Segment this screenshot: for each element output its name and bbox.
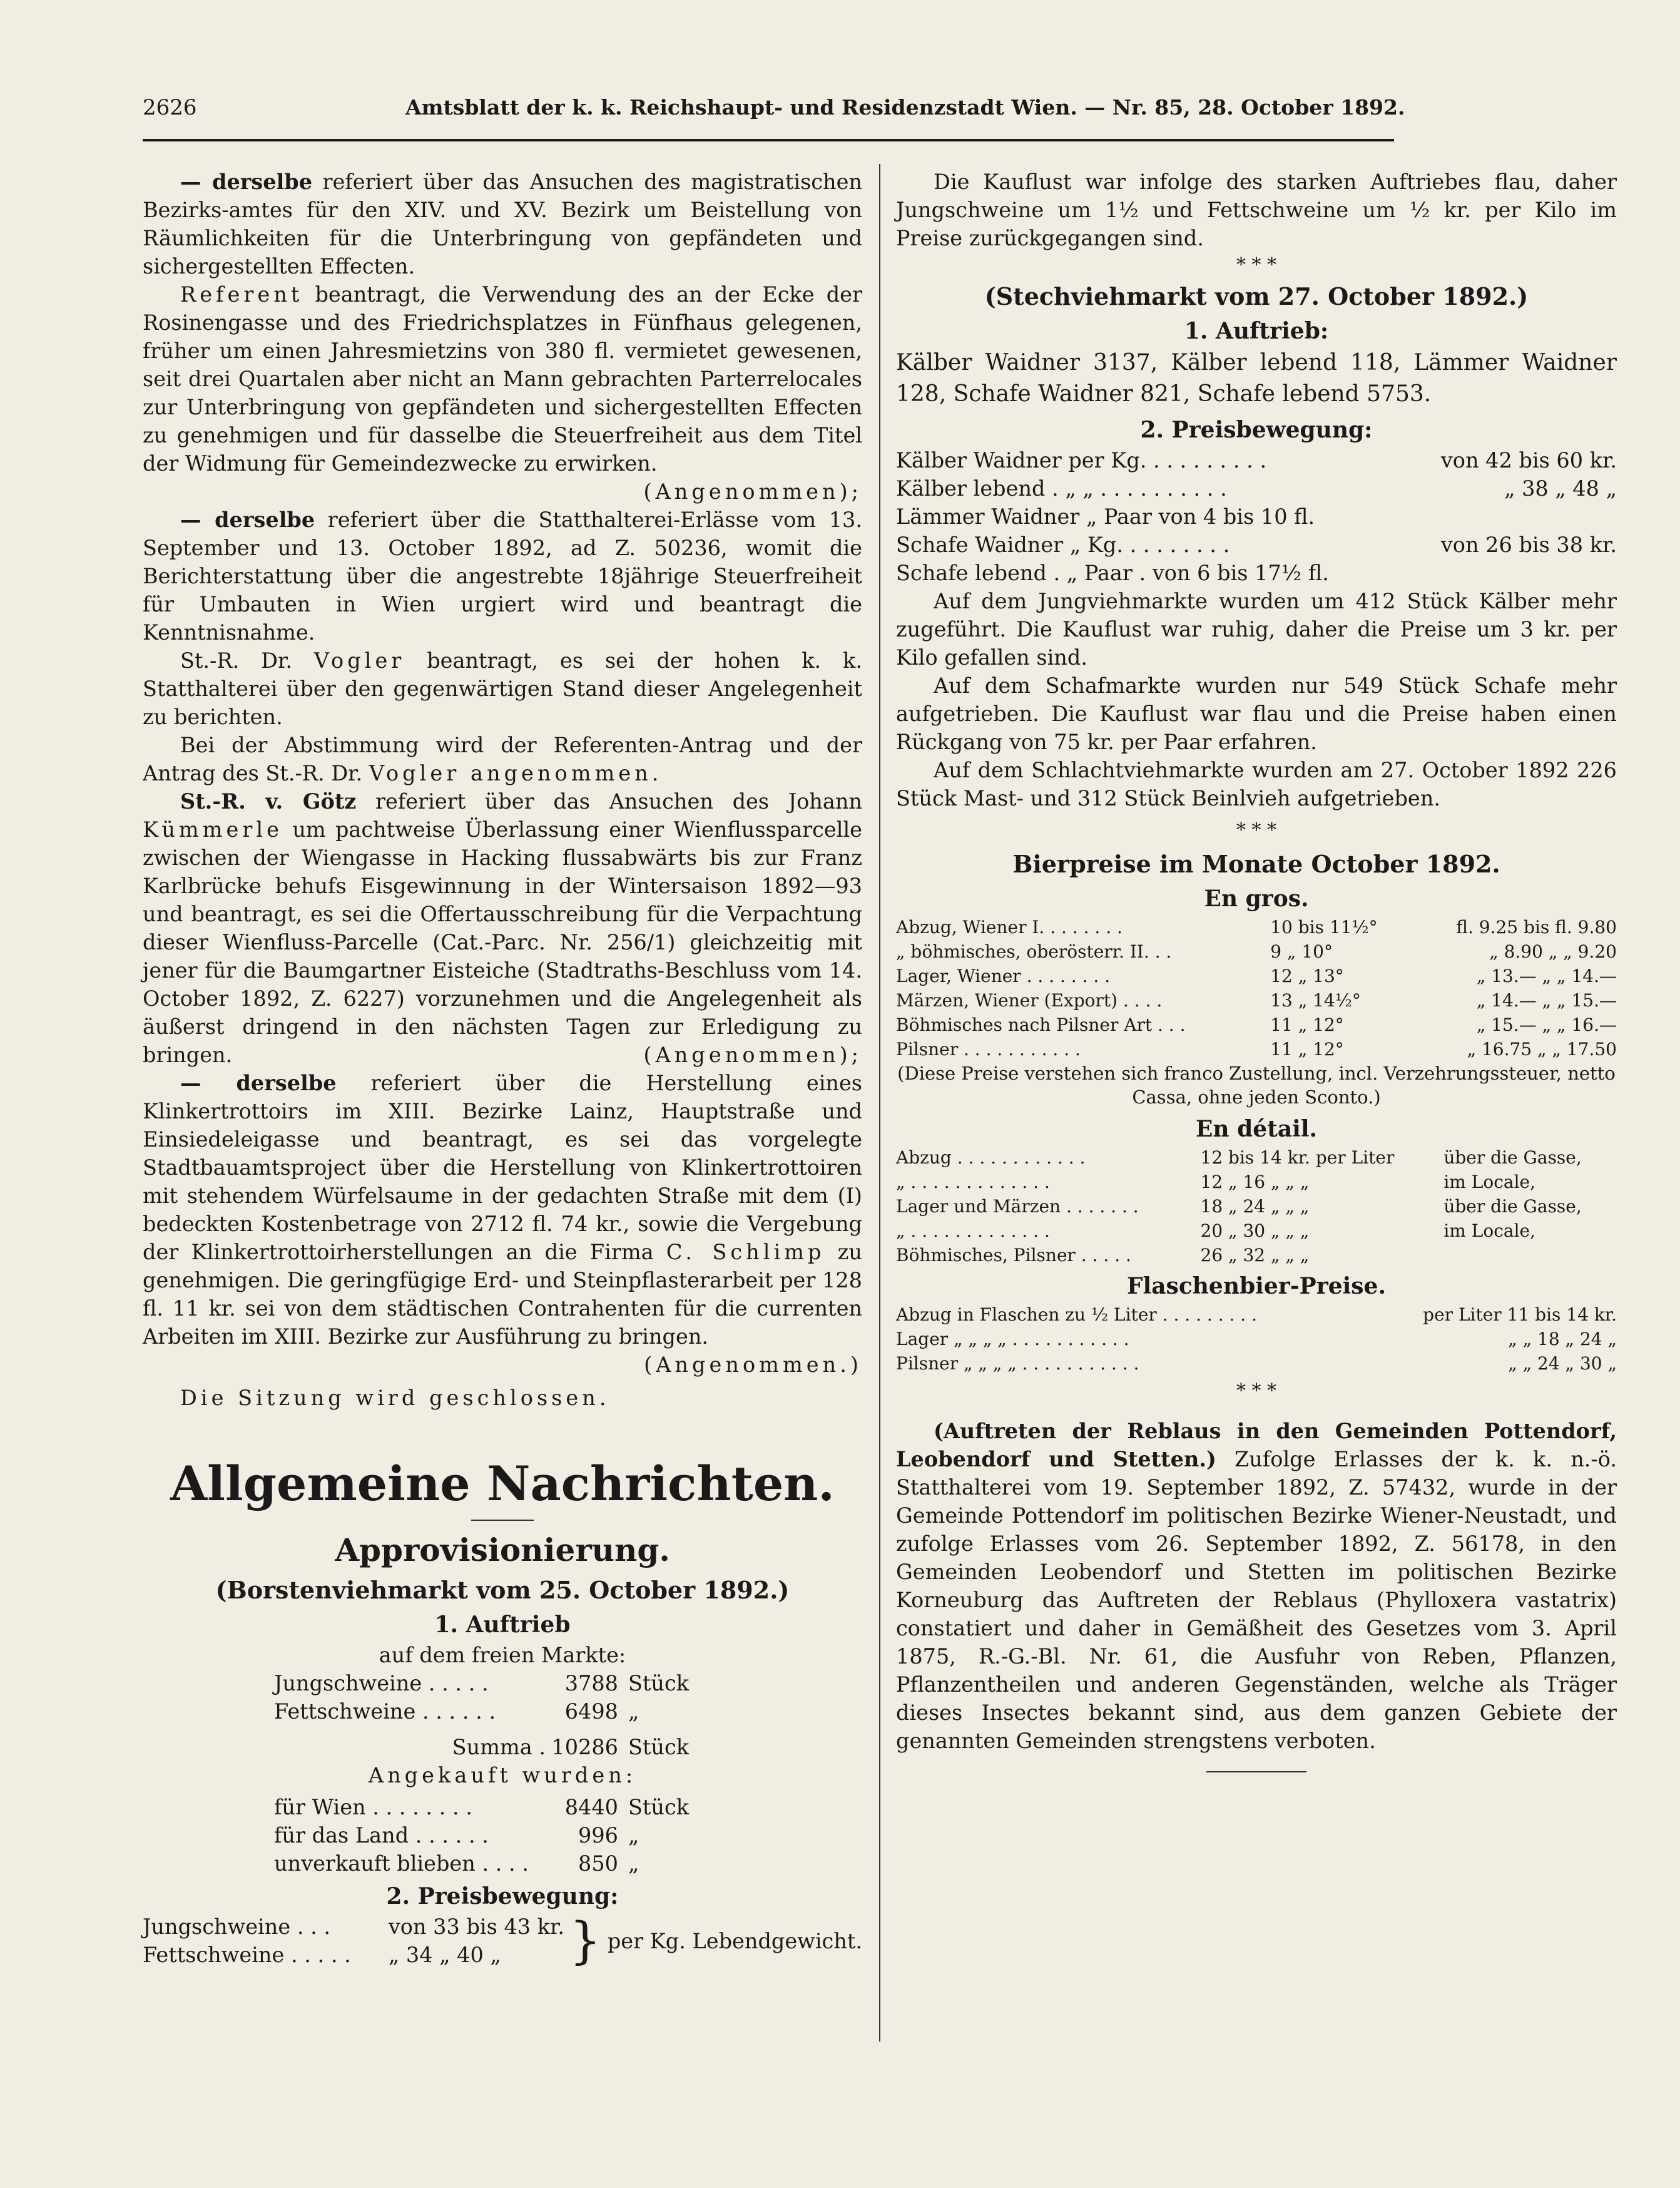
table-row: Jungschweine . . . . . 3788 Stück xyxy=(274,1671,690,1695)
table-row: für Wien . . . . . . . . 8440 Stück xyxy=(274,1795,690,1819)
heading-approvisionierung: Approvisionierung. xyxy=(335,1531,670,1568)
table-row: Summa . 10286 Stück xyxy=(452,1735,690,1759)
sub-heading-market: auf dem freien Markte: xyxy=(379,1643,626,1667)
table-row: Lämmer Waidner „ Paar von 4 bis 10 fl. xyxy=(896,504,1315,529)
heading-en-detail: En détail. xyxy=(1195,1116,1318,1142)
paragraph-referent: Referent beantragt, die Verwendung des an der Ecke der Rosinengasse und des Friedrichsplatzes in Fünfhaus gelegenen, früher um einen Jahresmietzins von 380 fl. vermietet gewesenen, seit drei Quartalen aber nicht an Mann gebrachten Parterrelocales zur Unterbringung von gepfändeten und sichergestellten Effecten zu genehmigen und für dasselbe die Steuerfreiheit aus dem Titel der Widmung für Gemeindezwecke zu erwirken. (Angenommen); xyxy=(143,282,862,504)
heading-preisbewegung: 2. Preisbewegung: xyxy=(386,1883,619,1909)
heading-preisbewegung-stech: 2. Preisbewegung: xyxy=(1140,417,1373,443)
heading-auftrieb: 1. Auftrieb xyxy=(434,1612,571,1638)
separator-stars: * * * xyxy=(1236,1380,1277,1402)
table-row: Lager und Märzen . . . . . . . 18 „ 24 „ „ „ über die Gasse, xyxy=(896,1196,1582,1217)
paragraph-reblaus: (Auftreten der Reblaus in den Gemeinden Pottendorf, Leobendorf und Stetten.) Zufolge Erlasses der k. k. n.-ö. Statthalterei vom 19. September 1892, Z. 57432, wurde in der Gemeinde Pottendorf im politischen Bezirke Wiener-Neustadt, und zufolge Erlasses vom 26. September 1892, Z. 56178, in den Gemeinden Leobendorf und Stetten im politischen Bezirke Korneuburg das Auftreten der Reblaus (Phylloxera vastatrix) constatiert und daher in Gemäßheit des Gesetzes vom 3. April 1875, R.-G.-Bl. Nr. 61, die Ausfuhr von Reben, Pflanzen, Pflanzentheilen und anderen Gegenständen, welche als Träger dieses Insectes bekannt sind, aus dem ganzen Gebiete der genannten Gemeinden strengstens verboten. xyxy=(896,1419,1617,1753)
table-row: für das Land . . . . . . 996 „ xyxy=(274,1823,639,1848)
paragraph-jungvieh: Auf dem Jungviehmarkte wurden um 412 Stück Kälber mehr zugeführt. Die Kauflust war ruhig, daher die Preise um 3 kr. per Kilo gefallen sind. xyxy=(896,589,1617,670)
paragraph-klinker: — derselbe referiert über die Herstellung eines Klinkertrottoirs im XIII. Bezirke Lainz, Hauptstraße und Einsiedeleigasse und beantragt, es sei das vorgelegte Stadtbauamtsproject über die Herstellung von Klinkertrottoiren mit stehendem Würfelsaume in der gedachten Straße mit dem (I) bedeckten Kostenbetrage von 2712 fl. 74 kr., sowie die Vergebung der Klinkertrottoirherstellungen an die Firma C. Schlimp zu genehmigen. Die geringfügige Erd- und Steinpflasterarbeit per 128 fl. 11 kr. sei von dem städtischen Contrahenten für die currenten Arbeiten im XIII. Bezirke zur Ausführung zu bringen. xyxy=(143,1071,862,1349)
heading-auftrieb-stech: 1. Auftrieb: xyxy=(1184,318,1329,344)
paragraph-schafmarkt: Auf dem Schafmarkte wurden nur 549 Stück Schafe mehr aufgetrieben. Die Kauflust war flau und die Preise haben einen Rückgang von 75 kr. per Paar erfahren. xyxy=(896,673,1617,754)
section-title: Allgemeine Nachrichten. xyxy=(170,1456,835,1511)
column-divider xyxy=(879,164,880,2042)
header-rule xyxy=(143,139,1394,141)
end-rule xyxy=(1206,1771,1306,1772)
paragraph-auftrieb-stech: Kälber Waidner 3137, Kälber lebend 118, Lämmer Waidner 128, Schafe Waidner 821, Schafe lebend 5753. xyxy=(896,350,1617,407)
table-row: „ . . . . . . . . . . . . . 12 „ 16 „ „ „ im Locale, xyxy=(896,1172,1536,1192)
paragraph-schlachtvieh: Auf dem Schlachtviehmarkte wurden am 27. October 1892 226 Stück Mast- und 312 Stück Beinlvieh aufgetrieben. xyxy=(896,758,1617,810)
stech-preis-table xyxy=(896,446,1617,587)
preis-table xyxy=(143,1913,862,1969)
angekauft-table xyxy=(274,1793,689,1878)
heading-en-gros: En gros. xyxy=(1204,886,1309,912)
table-row: Abzug . . . . . . . . . . . . 12 bis 14 kr. per Liter über die Gasse, xyxy=(896,1147,1582,1168)
verdict-angenommen: (Angenommen.) xyxy=(644,1352,862,1377)
detail-table xyxy=(896,1145,1617,1267)
heading-borstenviehmarkt: (Borstenviehmarkt vom 25. October 1892.) xyxy=(215,1576,790,1604)
table-row: Abzug, Wiener I. . . . . . . . 10 bis 11½° fl. 9.25 bis fl. 9.80 xyxy=(896,917,1617,938)
paragraph-bezirksamt: — derselbe referiert über das Ansuchen des magistratischen Bezirks-amtes für den XIV. und XV. Bezirk um Beistellung von Räumlichkeiten für die Unterbringung von gepfändeten und sichergestellten Effecten. xyxy=(143,170,862,279)
table-row: Lager, Wiener . . . . . . . . 12 „ 13° „ 13.— „ „ 14.— xyxy=(896,966,1617,986)
table-row: Jungschweine . . . von 33 bis 43 kr. } per Kg. Lebendgewicht. xyxy=(143,1911,862,1970)
table-row: Fettschweine . . . . . . 6498 „ xyxy=(274,1699,639,1724)
table-row: Abzug in Flaschen zu ½ Liter . . . . . . . . . per Liter 11 bis 14 kr. xyxy=(896,1304,1617,1325)
table-row: Böhmisches, Pilsner . . . . . 26 „ 32 „ „ „ xyxy=(896,1245,1310,1265)
heading-bierpreise: Bierpreise im Monate October 1892. xyxy=(1012,850,1500,878)
table-row: Märzen, Wiener (Export) . . . . 13 „ 14½° „ 14.— „ „ 15.— xyxy=(896,990,1617,1011)
session-closing: Die Sitzung wird geschlossen. xyxy=(180,1386,610,1410)
table-row: Kälber Waidner per Kg. . . . . . . . . . von 42 bis 60 kr. xyxy=(896,448,1617,473)
running-title: Amtsblatt der k. k. Reichshaupt- und Residenzstadt Wien. — Nr. 85, 28. October 1892. xyxy=(405,95,1405,120)
sub-heading-angekauft: Angekauft wurden: xyxy=(368,1763,637,1787)
heading-flaschenbier: Flaschenbier-Preise. xyxy=(1127,1273,1386,1299)
title-rule xyxy=(471,1520,534,1521)
left-column xyxy=(143,168,862,1969)
paragraph-goetz: St.-R. v. Götz referiert über das Ansuchen des Johann Kümmerle um pachtweise Überlassung einer Wienflussparcelle zwischen der Wiengasse in Hacking flussabwärts bis zur Franz Karlbrücke behufs Eisgewinnung in der Wintersaison 1892—93 und beantragt, es sei die Offertausschreibung für die Verpachtung dieser Wienfluss-Parcelle (Cat.-Parc. Nr. 256/1) gleichzeitig mit jener für die Baumgartner Eisteiche (Stadtraths-Beschluss vom 14. October 1892, Z. 6227) vorzunehmen und die Angelegenheit als äußerst dringend in den nächsten Tagen zur Erledigung zu bringen. (Angenommen); xyxy=(143,789,863,1067)
separator-stars: * * * xyxy=(1236,819,1277,841)
heading-stechviehmarkt: (Stechviehmarkt vom 27. October 1892.) xyxy=(984,282,1529,310)
table-row: „ böhmisches, oberösterr. II. . . 9 „ 10° „ 8.90 „ „ 9.20 xyxy=(896,941,1617,962)
auftrieb-table xyxy=(274,1669,689,1761)
table-row: Schafe Waidner „ Kg. . . . . . . . . von 26 bis 38 kr. xyxy=(896,533,1617,557)
table-row: Fettschweine . . . . . „ 34 „ 40 „ xyxy=(143,1943,501,1967)
table-row: Lager „ „ „ „ . . . . . . . . . . . „ „ 18 „ 24 „ xyxy=(896,1329,1617,1349)
table-row: Pilsner . . . . . . . . . . . 11 „ 12° „ 16.75 „ „ 17.50 xyxy=(896,1039,1617,1060)
paragraph-abstimmung: Bei der Abstimmung wird der Referenten-Antrag und der Antrag des St.-R. Dr. Vogler angenommen. xyxy=(143,733,862,785)
paragraph-vogler: St.-R. Dr. Vogler beantragt, es sei der hohen k. k. Statthalterei über den gegenwärtigen Stand dieser Angelegenheit zu berichten. xyxy=(143,648,863,729)
table-row: „ . . . . . . . . . . . . . 20 „ 30 „ „ „ im Locale, xyxy=(896,1220,1536,1241)
table-row: Böhmisches nach Pilsner Art . . . 11 „ 12° „ 15.— „ „ 16.— xyxy=(896,1015,1617,1035)
paragraph-statthalterei: — derselbe referiert über die Statthalterei-Erlässe vom 13. September und 13. October 1892, ad Z. 50236, womit die Berichterstattung über die angestrebte 18jährige Steuerfreiheit für Umbauten in Wien urgiert wird und beantragt die Kenntnisnahme. xyxy=(143,508,862,645)
separator-stars: * * * xyxy=(1236,254,1277,276)
page-number: 2626 xyxy=(143,95,197,120)
paragraph-kauflust: Die Kauflust war infolge des starken Auftriebes flau, daher Jungschweine um 1½ und Fettschweine um ½ kr. per Kilo im Preise zurückgegangen sind. xyxy=(896,170,1617,250)
flaschen-table xyxy=(896,1302,1617,1376)
table-row: Kälber lebend . „ „ . . . . . . . . . . „ 38 „ 48 „ xyxy=(896,476,1617,501)
engros-table xyxy=(896,915,1617,1061)
engros-note: (Diese Preise verstehen sich franco Zustellung, incl. Verzehrungssteuer, netto Cassa, ohne jeden Sconto.) xyxy=(897,1063,1616,1108)
table-row: Pilsner „ „ „ „ . . . . . . . . . . . „ „ 24 „ 30 „ xyxy=(896,1353,1617,1374)
page-header xyxy=(143,95,1405,133)
table-row: Schafe lebend . „ Paar . von 6 bis 17½ fl. xyxy=(896,561,1329,585)
table-row: unverkauft blieben . . . . 850 „ xyxy=(274,1851,639,1876)
right-column xyxy=(896,168,1617,1772)
